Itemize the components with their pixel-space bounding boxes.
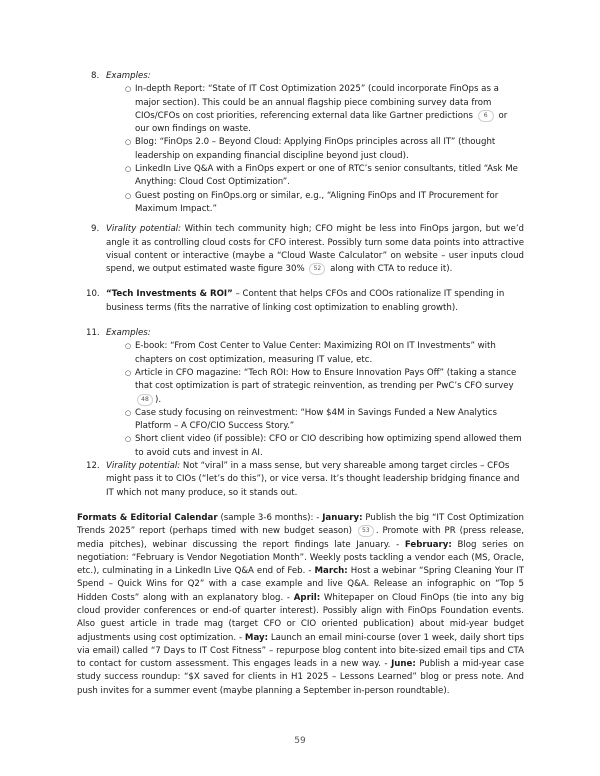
page-content (77, 70, 524, 698)
list-item-11 (77, 327, 524, 340)
circle-bullet-icon: ○ (125, 165, 132, 174)
circle-bullet-icon: ○ (125, 368, 132, 377)
month-march: March: (314, 566, 348, 577)
list-number: 8. (91, 71, 100, 81)
circle-bullet-icon: ○ (125, 191, 132, 200)
month-may: May: (244, 632, 269, 643)
list-item-8 (77, 70, 524, 83)
circle-bullet-icon: ○ (125, 138, 132, 147)
list-number: 10. (86, 289, 100, 300)
citation-badge[interactable]: 6 (478, 110, 494, 122)
citation-badge[interactable]: 53 (358, 525, 374, 537)
list-number: 9. (91, 224, 100, 235)
page-number: 59 (294, 736, 306, 746)
list-number: 12. (86, 461, 100, 472)
citation-badge[interactable]: 52 (309, 263, 325, 275)
month-june: June: (391, 659, 416, 670)
list-item-12: 12. Virality potential: Not “viral” in a mass sense, but very shareable among target circles – CFOs might pass it to CIOs (“let’s do this”), or vice versa. It’s thought leadership bridging finance and IT which not many produce, so it stands out. (86, 461, 520, 498)
circle-bullet-icon: ○ (125, 85, 132, 94)
sub-list-item: ○ Article in CFO magazine: “Tech ROI: How to Ensure Innovation Pays Off” (taking a stance that cost optimization is part of strategic reinvention, as trending per PwC’s CFO survey 48 ). (125, 367, 517, 405)
calendar-title: Formats & Editorial Calendar (77, 512, 218, 523)
month-january: January: (322, 512, 363, 523)
citation-badge[interactable]: 48 (137, 394, 153, 406)
sub-list-item: ○ Short client video (if possible): CFO or CIO describing how optimizing spend allowed them to avoid cuts and invest in AI. (125, 434, 522, 458)
editorial-calendar-paragraph: Formats & Editorial Calendar (sample 3-6 months): - January: Publish the big “IT Cost Optimization Trends 2025” report (perhaps timed with new budget season) 53 . Promote with PR (press release, media pitches), webinar discussing the report findings late January. - February: Blog series on negotiation: “February is Vendor Negotiation Month”. Weekly posts tackling a vendor each (MS, Oracle, etc.), culminating in a LinkedIn Live Q&A end of Feb. - March: Host a webinar “Spring Cleaning Your IT Spend – Quick Wins for Q2” with a case example and live Q&A. Release an infographic on “Top 5 Hidden Costs” along with an explanatory blog. - April: Whitepaper on Cloud FinOps (tie into any big cloud provider conferences or end-of quarter interest). Possibly align with FinOps Foundation events. Also guest article in trade mag (target CFO or CIO oriented publication) about mid-year budget adjustments using cost optimization. - May: Launch an email mini-course (over 1 week, daily short tips via email) called “7 Days to IT Cost Fitness” – repurpose blog content into bite-sized email tips and CTA to contact for custom assessment. This engages leads in a new way. - June: Publish a mid-year case study success roundup: “$X saved for clients in H1 2025 – Lessons Learned” blog or press note. And push invites for a summer event (maybe planning a September in-person roundtable). (77, 512, 525, 696)
virality-label: Virality potential: (106, 461, 181, 472)
list-item-10: 10. “Tech Investments & ROI” – Content that helps CFOs and COOs rationalize IT spending in business terms (fits the narrative of linking cost optimization to enabling growth). (86, 289, 505, 313)
sub-list-item: ○ E-book: “From Cost Center to Value Center: Maximizing ROI on IT Investments” with chapters on cost optimization, measuring IT value, etc. (125, 341, 496, 365)
circle-bullet-icon: ○ (125, 408, 132, 417)
virality-label: Virality potential: (106, 224, 182, 235)
month-february: February: (404, 539, 452, 550)
sub-list-item: ○ Guest posting on FinOps.org or similar, e.g., “Aligning FinOps and IT Procurement for Maximum Impact.” (125, 190, 499, 214)
month-april: April: (293, 592, 321, 603)
circle-bullet-icon: ○ (125, 435, 132, 444)
sub-list-item: ○ Case study focusing on reinvestment: “How $4M in Savings Funded a New Analytics Platform – A CFO/CIO Success Story.” (125, 407, 497, 432)
examples-label: Examples: (106, 71, 151, 81)
circle-bullet-icon: ○ (125, 342, 132, 351)
topic-title: “Tech Investments & ROI” (106, 289, 233, 300)
examples-sublist-8 (77, 83, 524, 216)
examples-sublist-11 (77, 340, 524, 460)
sub-list-item: ○ LinkedIn Live Q&A with a FinOps expert or one of RTC’s senior consultants, titled “Ask Me Anything: Cloud Cost Optimization”. (125, 164, 518, 188)
sub-list-item: ○ In-depth Report: “State of IT Cost Optimization 2025” (could incorporate FinOps as a major section). This could be an annual flagship piece combining survey data from CIOs/CFOs on cost priorities, referencing external data like Gartner predictions 6 or our own findings on waste. (125, 84, 508, 135)
examples-label: Examples: (106, 328, 151, 339)
list-item-9: 9. Virality potential: Within tech community high; CFO might be less into FinOps jargon, but we’d angle it as controlling cloud costs for CFO interest. Possibly turn some data points into attractive visual content or interactive (maybe a “Cloud Waste Calculator” on website – user inputs cloud spend, we output estimated waste figure 30% 52 along with CTA to reduce it). (91, 224, 525, 275)
sub-list-item: ○ Blog: “FinOps 2.0 – Beyond Cloud: Applying FinOps principles across all IT” (thought leadership on expanding financial discipline beyond just cloud). (125, 137, 496, 161)
list-number: 11. (86, 328, 100, 339)
